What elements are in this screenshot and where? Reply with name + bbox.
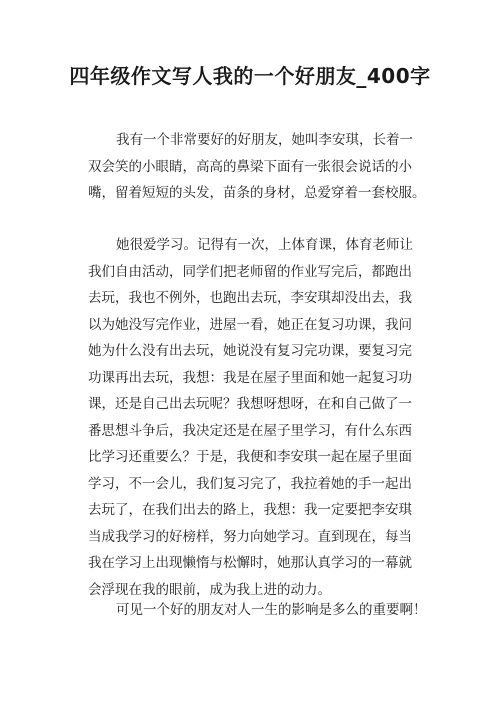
paragraph-line: 功课再出去玩，我想：我是在屋子里面和她一起复习功 xyxy=(88,369,412,386)
paragraph-line: 以为她没写完作业，进屋一看，她正在复习功课，我问 xyxy=(88,316,412,333)
paragraph-line: 双会笑的小眼睛，高高的鼻梁下面有一张很会说话的小 xyxy=(88,158,412,175)
paragraph-line: 会浮现在我的眼前，成为我上进的动力。 xyxy=(88,581,331,598)
paragraph-description xyxy=(88,127,424,207)
paragraph-line: 嘴，留着短短的头发，苗条的身材，总爱穿着一套校服。 xyxy=(88,185,426,201)
paragraph-line: 我有一个非常要好的好朋友，她叫李安琪，长着一 xyxy=(116,132,413,148)
paragraph-story xyxy=(88,232,424,603)
paragraph-line: 她为什么没有出去玩，她说没有复习完功课，要复习完 xyxy=(88,343,412,359)
paragraph-line: 去玩，我也不例外，也跑出去玩，李安琪却没出去，我 xyxy=(88,290,412,306)
paragraph-line: 我们自由活动，同学们把老师留的作业写完后，都跑出 xyxy=(88,263,412,280)
paragraph-line: 课，还是自己出去玩呢？我想呀想呀，在和自己做了一 xyxy=(88,396,412,412)
paragraph-line: 比学习还重要么？于是，我便和李安琪一起在屋子里面 xyxy=(88,449,412,465)
paragraph-line: 可见一个好的朋友对人一生的影响是多么的重要啊！ xyxy=(116,602,427,618)
paragraph-line: 番思想斗争后，我决定还是在屋子里学习，有什么东西 xyxy=(88,422,412,439)
document-title: 四年级作文写人我的一个好朋友_400字 xyxy=(69,64,431,88)
paragraph-line: 当成我学习的好榜样，努力向她学习。直到现在，每当 xyxy=(88,528,412,545)
paragraph-line: 去玩了，在我们出去的路上，我想：我一定要把李安琪 xyxy=(88,502,412,518)
paragraph-line: 我在学习上出现懒惰与松懈时，她那认真学习的一幕就 xyxy=(88,555,412,571)
paragraph-line: 她很爱学习。记得有一次，上体育课，体育老师让 xyxy=(116,237,413,253)
paragraph-line: 学习，不一会儿，我们复习完了，我拉着她的手一起出 xyxy=(88,475,412,492)
paragraph-conclusion xyxy=(88,597,427,624)
